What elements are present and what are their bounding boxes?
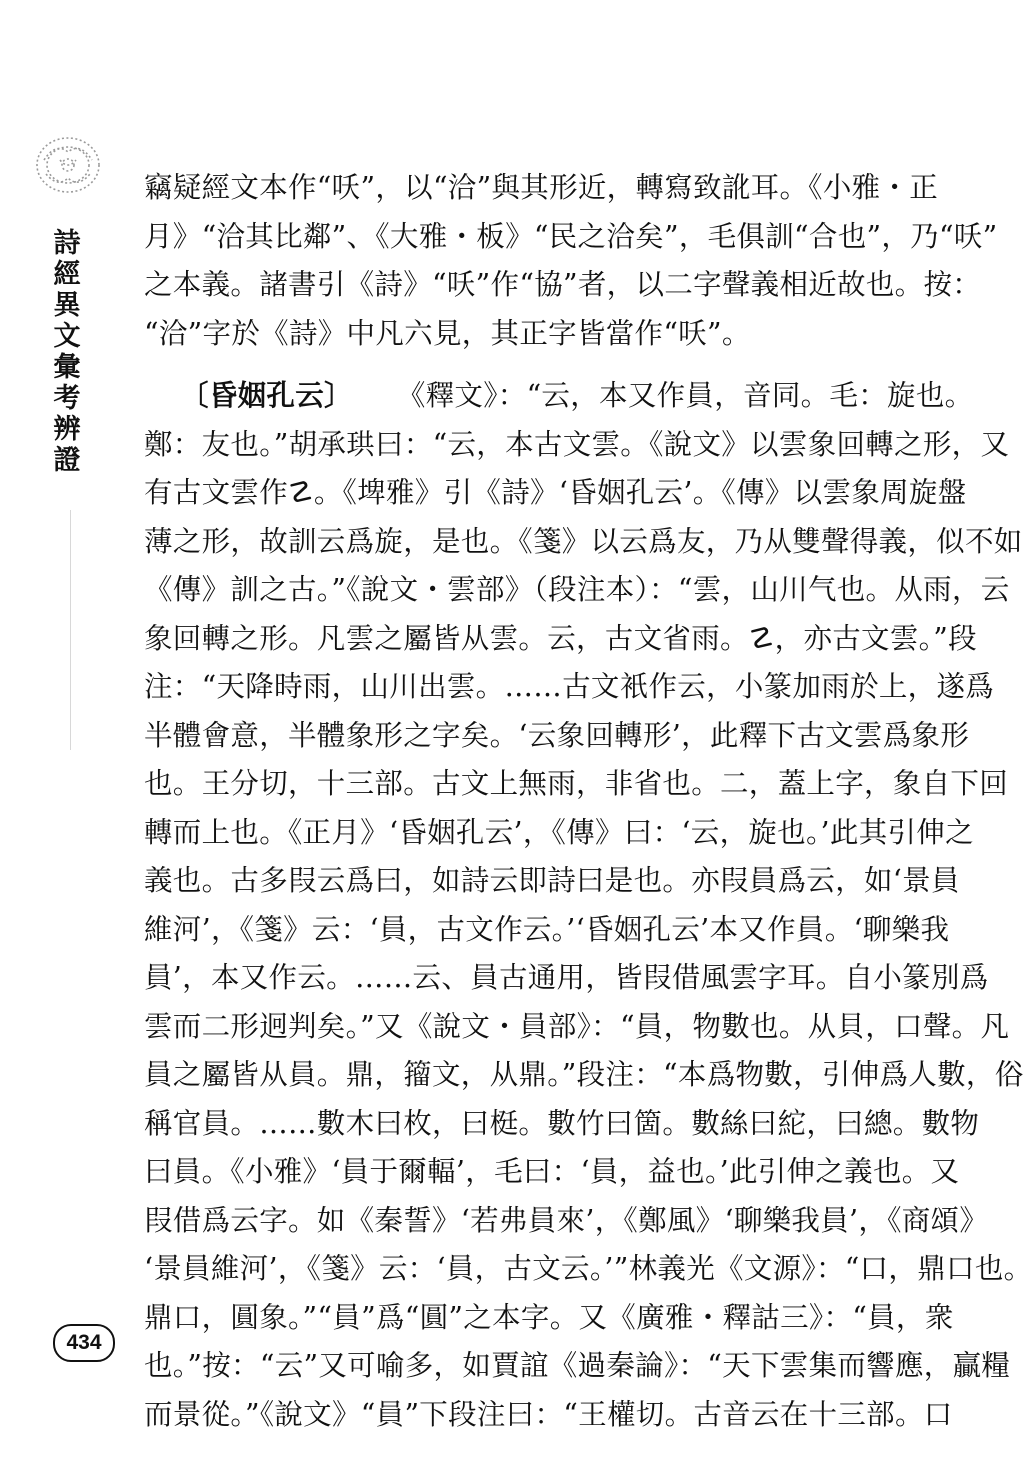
- text-line: 義也。古多叚云爲曰，如詩云即詩曰是也。亦叚員爲云，如‘景員: [144, 864, 960, 897]
- text-line: 象回轉之形。凡雲之屬皆从雲。云，古文省雨。☡，亦古文雲。”段: [144, 621, 977, 655]
- text-line: 竊疑經文本作“㕭”，以“洽”與其形近，轉寫致訛耳。《小雅・正: [144, 171, 939, 204]
- text-line: 之本義。諸書引《詩》“㕭”作“協”者，以二字聲義相近故也。按：: [144, 268, 982, 301]
- text-line: ‘景員維河’，《箋》云：‘員，古文云。’”林義光《文源》：“口，鼎口也。: [144, 1252, 1032, 1285]
- entry-heading: 〔昏姻孔云〕: [180, 379, 353, 412]
- page-number: 434: [53, 1324, 115, 1362]
- running-title: 詩經異文彙考辨證: [53, 228, 81, 476]
- text-line: “洽”字於《詩》中凡六見，其正字皆當作“㕭”。: [144, 316, 751, 350]
- text-line: 《傳》訓之古。”《說文・雲部》（段注本）：“雲，山川气也。从雨，云: [144, 573, 1010, 606]
- text-line: 鼎口，圓象。”“員”爲“圓”之本字。又《廣雅・釋詁三》：“員，衆: [144, 1300, 954, 1334]
- text-line: 薄之形，故訓云爲旋，是也。《箋》以云爲友，乃从雙聲得義，似不如: [144, 524, 1023, 558]
- body-text: [144, 164, 1032, 1439]
- text-line: 雲而二形迥判矣。”又《說文・員部》：“員，物數也。从貝，口聲。凡: [144, 1009, 1010, 1043]
- text-line: 鄭：友也。”胡承珙曰：“云，本古文雲。《說文》以雲象回轉之形，又: [144, 427, 1010, 461]
- text-line: 稱官員。……數木曰枚，曰梃。數竹曰箇。數絲曰紽，曰總。數物: [144, 1106, 980, 1140]
- text-line: 曰員。《小雅》‘員于爾輻’，毛曰：‘員，益也。’此引伸之義也。又: [144, 1155, 960, 1188]
- text-line: 轉而上也。《正月》‘昏姻孔云’，《傳》曰：‘云，旋也。’此其引伸之: [144, 815, 974, 849]
- text-line: 也。王分切，十三部。古文上無雨，非省也。二，蓋上字，象自下回: [144, 767, 1009, 800]
- text-line: 員之屬皆从員。鼎，籀文，从鼎。”段注：“本爲物數，引伸爲人數，俗: [144, 1058, 1024, 1091]
- seal-ornament-icon: [30, 130, 106, 200]
- entry-first-line: [144, 372, 974, 421]
- entry-first-text: 《釋文》：“云，本又作員，音同。毛：旋也。: [396, 379, 974, 412]
- text-line: 注：“天降時雨，山川出雲。……古文衹作云，小篆加雨於上，遂爲: [144, 670, 995, 703]
- text-line: 有古文雲作☡。《埤雅》引《詩》‘昏姻孔云’。《傳》以雲象周旋盤: [144, 476, 967, 509]
- text-line: 維河’，《箋》云：‘員，古文作云。’‘昏姻孔云’本又作員。‘聊樂我: [144, 912, 950, 946]
- margin-rule: [70, 510, 71, 750]
- text-line: 員’，本又作云。……云、員古通用，皆叚借風雲字耳。自小篆別爲: [144, 961, 989, 994]
- text-line: 叚借爲云字。如《秦誓》‘若弗員來’，《鄭風》‘聊樂我員’，《商頌》: [144, 1203, 989, 1237]
- text-line: 月》“洽其比鄰”、《大雅・板》“民之洽矣”，毛俱訓“合也”，乃“㕭”: [144, 219, 998, 253]
- text-line: 也。”按：“云”又可喻多，如賈誼《過秦論》：“天下雲集而響應，贏糧: [144, 1349, 1011, 1382]
- text-line: 而景從。”《說文》“員”下段注曰：“王權切。古音云在十三部。口: [144, 1397, 953, 1431]
- text-line: 半體會意，半體象形之字矣。‘云象回轉形’，此釋下古文雲爲象形: [144, 718, 970, 752]
